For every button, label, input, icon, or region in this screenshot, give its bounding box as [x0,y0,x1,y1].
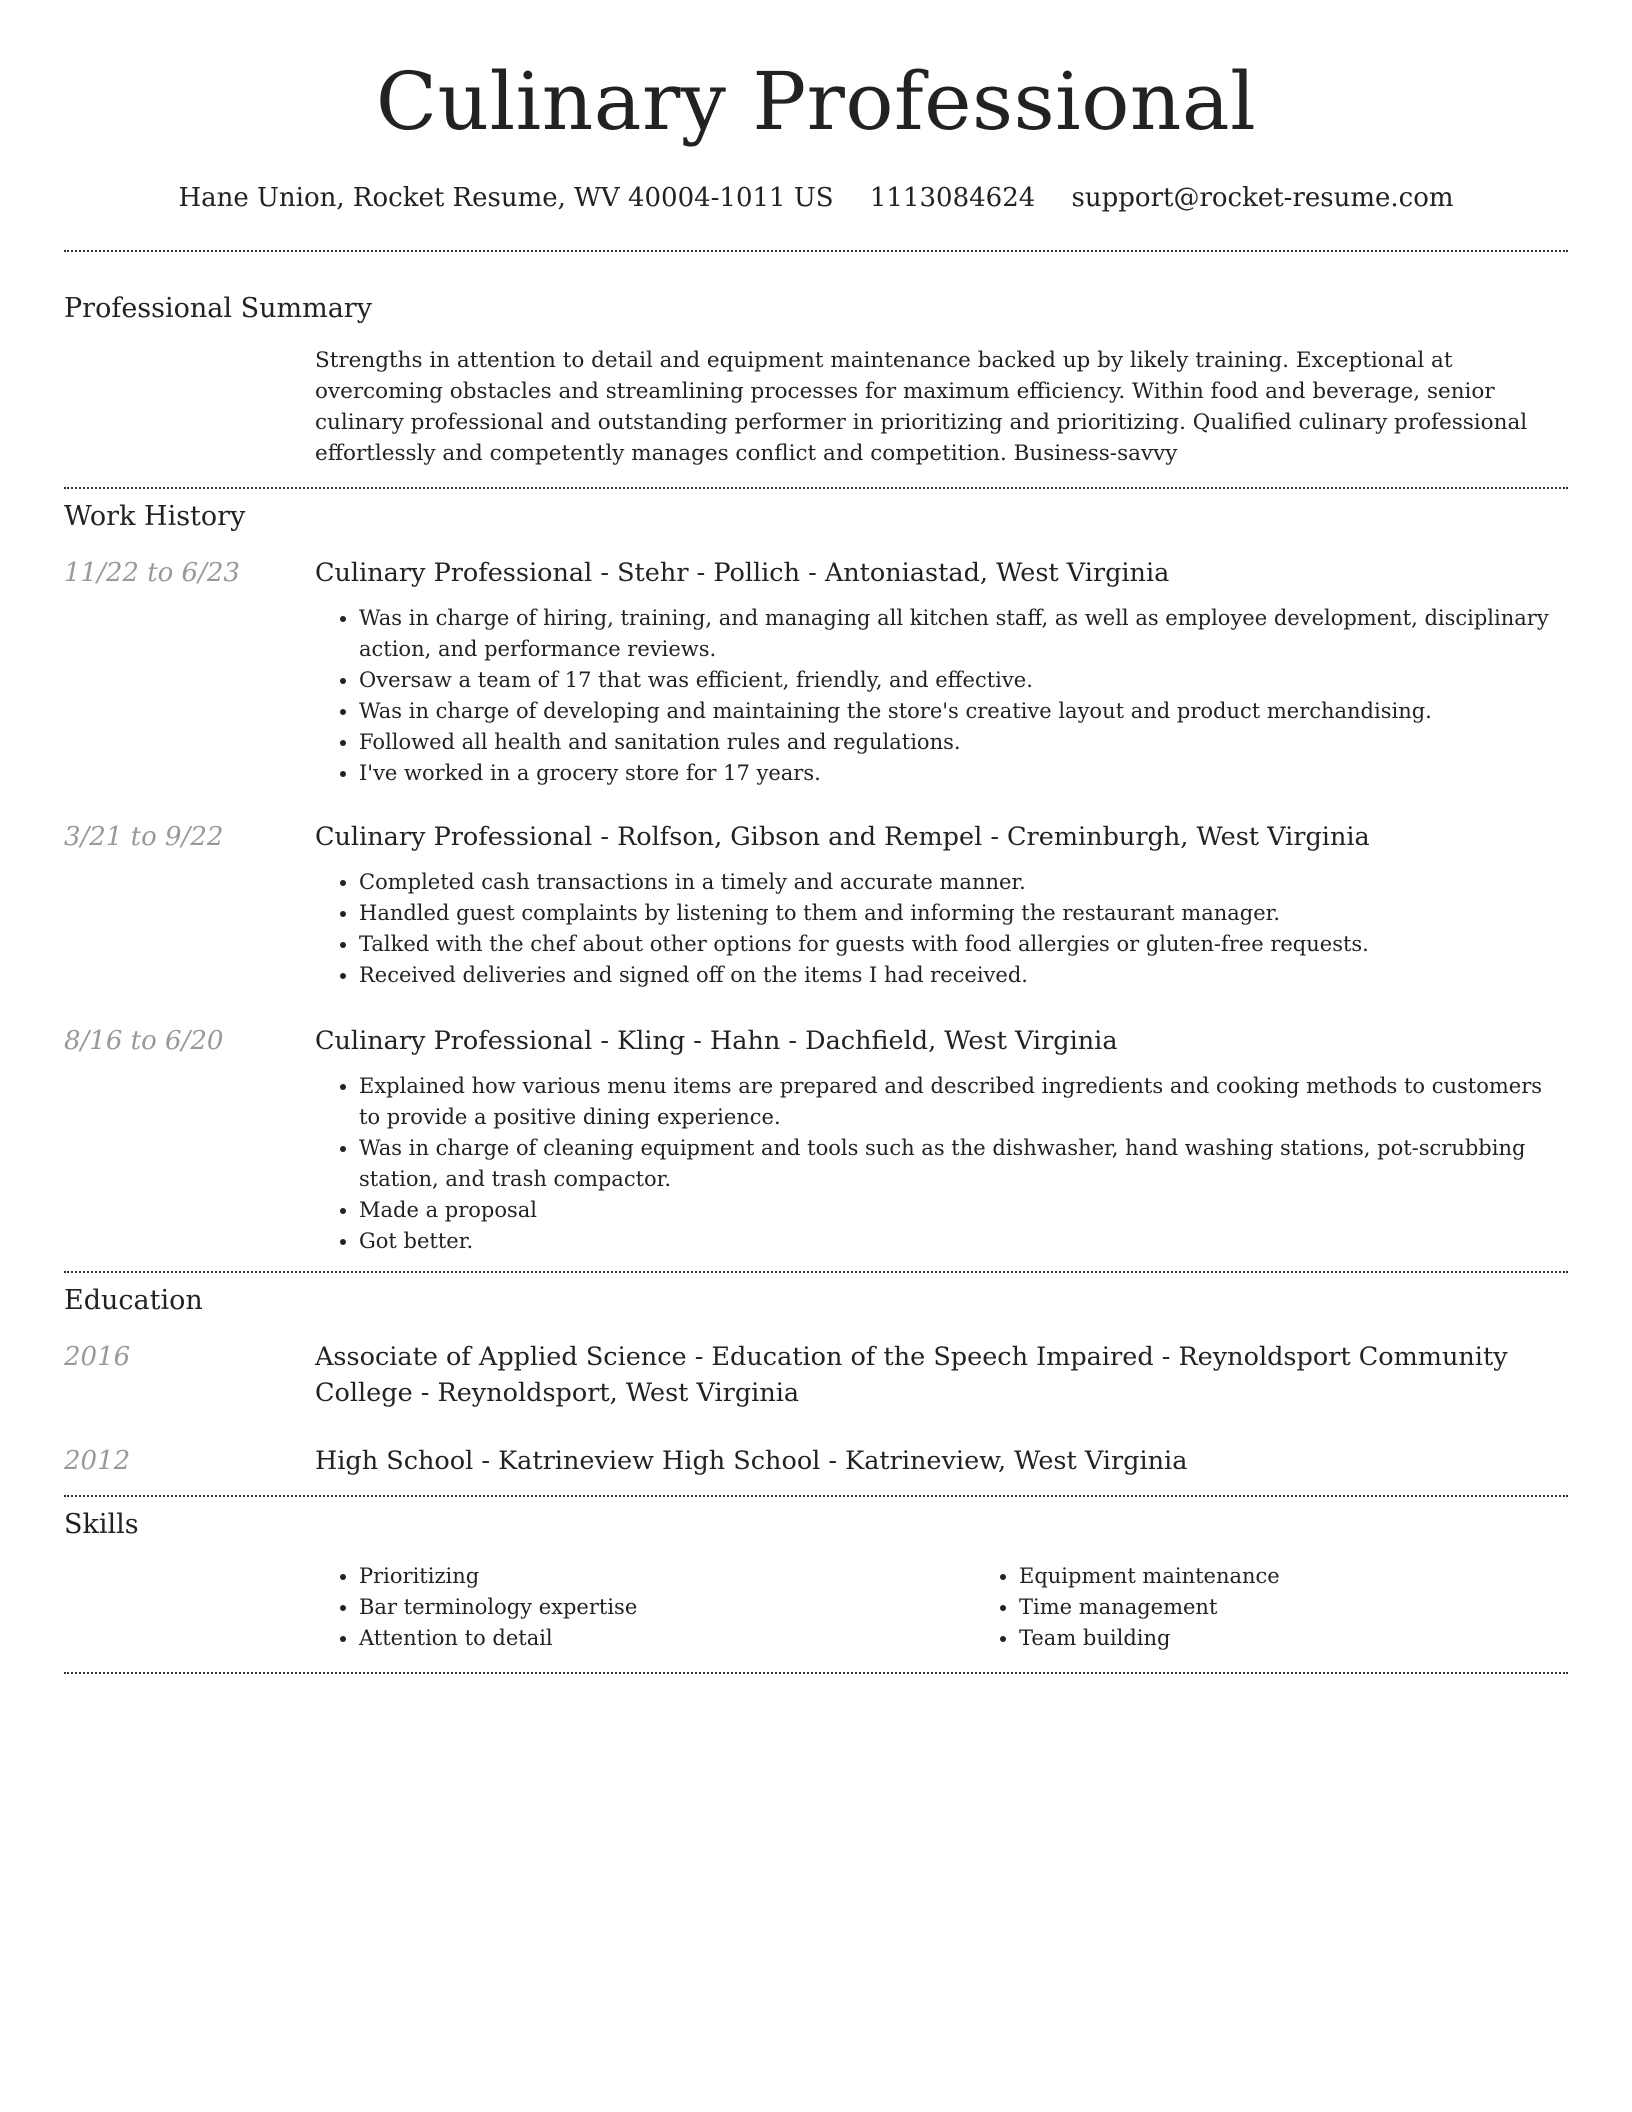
education-year: 2012 [64,1446,131,1476]
list-item: • Bar terminology expertise [359,1592,975,1623]
list-item: • Team building [1019,1623,1632,1654]
list-item: • Prioritizing [359,1561,975,1592]
skills-columns [315,1561,1568,1654]
job-entry [64,819,1568,991]
work-history-section [64,499,1568,1257]
education-year: 2016 [64,1342,131,1372]
list-item: • Followed all health and sanitation rules and regulations. [359,727,1568,758]
contact-line [64,180,1568,216]
list-item: • Was in charge of cleaning equipment and tools such as the dishwasher, hand washing stations, pot-scrubbing station, and trash compactor. [359,1133,1568,1195]
list-item: • Received deliveries and signed off on the items I had received. [359,960,1568,991]
list-item: • Oversaw a team of 17 that was efficient, friendly, and effective. [359,665,1568,696]
skills-list-right [975,1561,1632,1654]
list-item: • Handled guest complaints by listening to them and informing the restaurant manager. [359,898,1568,929]
section-divider [64,250,1568,252]
skills-section [64,1507,1568,1654]
section-heading: Work History [64,501,246,532]
contact-phone: 1113084624 [869,183,1036,213]
professional-summary-section [64,291,1568,469]
section-heading: Education [64,1285,203,1316]
list-item: • Talked with the chef about other options for guests with food allergies or gluten-free requests. [359,929,1568,960]
job-bullets [315,1071,1568,1257]
contact-email: support@rocket-resume.com [1071,183,1454,213]
section-divider [64,1271,1568,1273]
list-item: • Got better. [359,1226,1568,1257]
education-title: Associate of Applied Science - Education of the Speech Impaired - Reynoldsport Community College - Reynoldsport, West Virginia [315,1342,1508,1408]
education-section [64,1283,1568,1479]
section-divider [64,487,1568,489]
job-entry [64,1023,1568,1257]
list-item: • Made a proposal [359,1195,1568,1226]
list-item: • Explained how various menu items are prepared and described ingredients and cooking methods to customers to provide a positive dining experience. [359,1071,1568,1133]
list-item: • Time management [1019,1592,1632,1623]
job-dates: 8/16 to 6/20 [64,1026,224,1056]
job-bullets [315,603,1568,789]
candidate-name: Culinary Professional [375,55,1257,148]
section-heading: Skills [64,1509,139,1540]
contact-address: Hane Union, Rocket Resume, WV 40004-1011 US [178,183,834,213]
job-title: Culinary Professional - Stehr - Pollich - Antoniastad, West Virginia [315,558,1170,588]
list-item: • Completed cash transactions in a timely and accurate manner. [359,867,1568,898]
summary-text: Strengths in attention to detail and equipment maintenance backed up by likely training. Exceptional at overcoming obstacles and streamlining processes for maximum efficiency. Within food and beverage, senior culinary professional and outstanding performer in prioritizing and prioritizing. Qualified culinary professional effortlessly and competently manages conflict and competition. Business-savvy [315,348,1528,466]
list-item: • I've worked in a grocery store for 17 years. [359,758,1568,789]
list-item: • Was in charge of developing and maintaining the store's creative layout and product merchandising. [359,696,1568,727]
list-item: • Was in charge of hiring, training, and managing all kitchen staff, as well as employee development, disciplinary action, and performance reviews. [359,603,1568,665]
section-divider [64,1495,1568,1497]
resume-page [64,0,1568,1674]
education-entry [64,1339,1568,1411]
skills-list-left [315,1561,975,1654]
job-title: Culinary Professional - Kling - Hahn - Dachfield, West Virginia [315,1026,1118,1056]
list-item: • Attention to detail [359,1623,975,1654]
education-entry [64,1443,1568,1479]
section-heading: Professional Summary [64,293,372,324]
section-divider [64,1672,1568,1674]
list-item: • Equipment maintenance [1019,1561,1632,1592]
job-bullets [315,867,1568,991]
job-dates: 11/22 to 6/23 [64,558,240,588]
job-entry [64,555,1568,789]
education-title: High School - Katrineview High School - Katrineview, West Virginia [315,1446,1188,1476]
job-dates: 3/21 to 9/22 [64,822,224,852]
job-title: Culinary Professional - Rolfson, Gibson and Rempel - Creminburgh, West Virginia [315,822,1370,852]
